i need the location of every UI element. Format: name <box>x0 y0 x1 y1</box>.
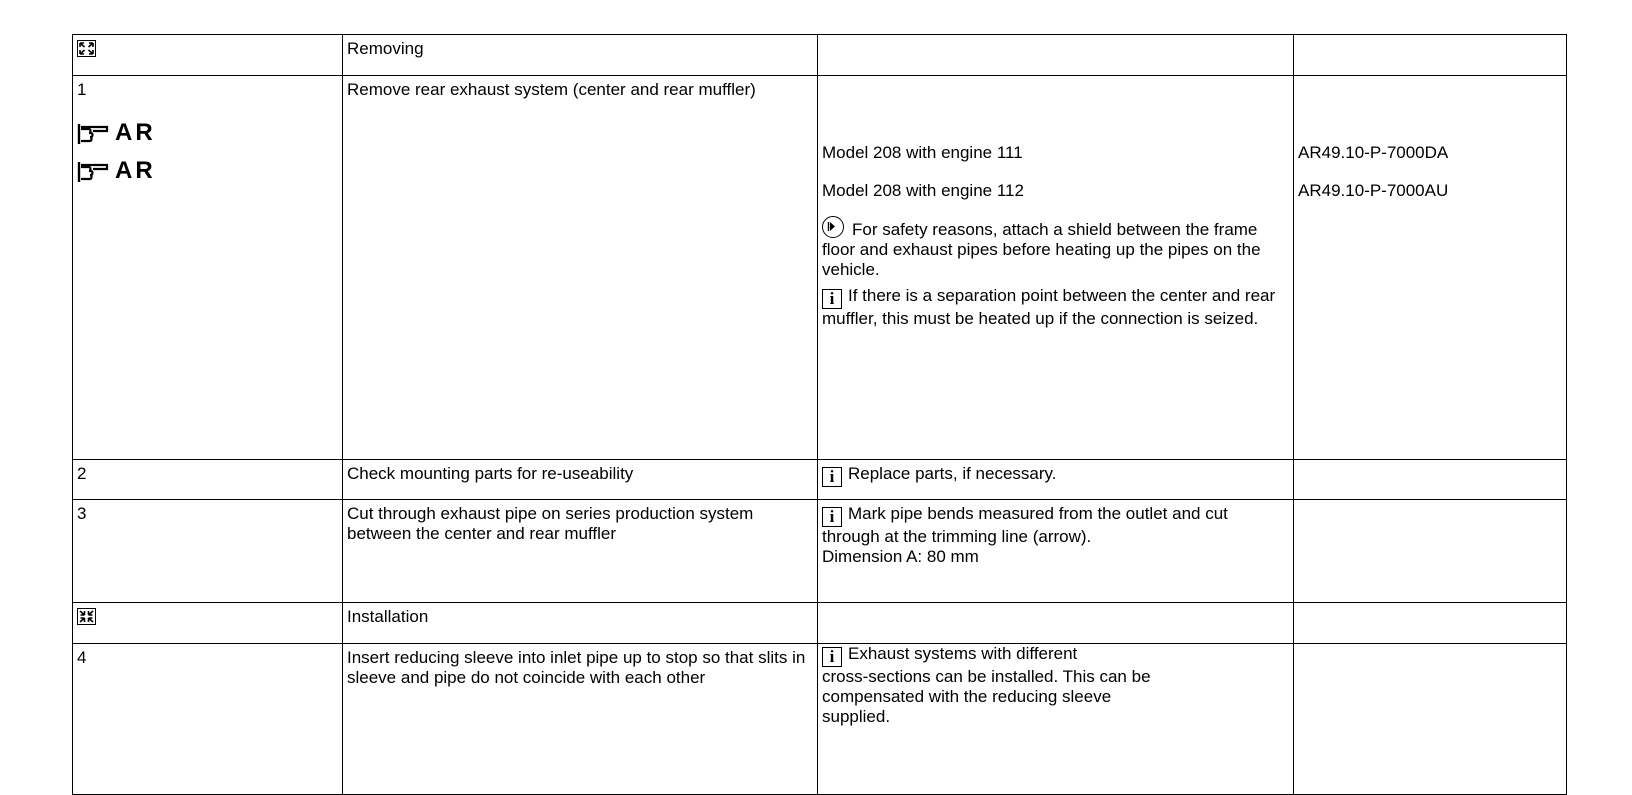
step-notes-cell <box>818 460 1294 500</box>
step-number-cell <box>73 76 343 460</box>
empty-cell <box>1294 460 1567 500</box>
step-row-3 <box>73 500 1567 603</box>
section-icon-cell <box>73 35 343 76</box>
empty-cell <box>1294 35 1567 76</box>
empty-cell <box>818 603 1294 644</box>
step-action: Remove rear exhaust system (center and rear muffler) <box>343 76 818 460</box>
ar-label: AR <box>115 157 156 184</box>
step-notes-cell <box>818 644 1294 795</box>
step-number: 2 <box>73 460 343 500</box>
expand-arrows-icon <box>77 40 96 57</box>
info-icon: i <box>822 289 842 309</box>
step-notes-cell <box>818 500 1294 603</box>
pointing-hand-icon <box>77 159 111 185</box>
info-icon: i <box>822 467 842 487</box>
step-number: 1 <box>77 80 87 99</box>
document-refs-cell <box>1294 76 1567 460</box>
collapse-arrows-icon <box>77 608 96 625</box>
warning-note <box>822 216 1289 280</box>
step-notes-cell <box>818 76 1294 460</box>
section-label: Removing <box>343 35 818 76</box>
model-line: Model 208 with engine 112 <box>822 181 1024 200</box>
step-row-1 <box>73 76 1567 460</box>
ar-reference-link[interactable] <box>77 114 338 152</box>
document-reference-link[interactable]: AR49.10-P-7000AU <box>1298 181 1449 200</box>
info-line: Exhaust systems with different <box>848 644 1078 663</box>
step-row-4 <box>73 644 1567 795</box>
procedure-table <box>72 34 1567 795</box>
section-label: Installation <box>343 603 818 644</box>
info-note <box>822 286 1289 329</box>
section-icon-cell <box>73 603 343 644</box>
info-icon: i <box>822 647 842 667</box>
step-number: 3 <box>73 500 343 603</box>
step-action: Check mounting parts for re-useability <box>343 460 818 500</box>
empty-cell <box>1294 644 1567 795</box>
info-text: If there is a separation point between the center and rear muffler, this must be heated up if the connection is seized. <box>822 286 1276 328</box>
empty-cell <box>1294 500 1567 603</box>
empty-cell <box>818 35 1294 76</box>
info-line: compensated with the reducing sleeve <box>822 687 1112 706</box>
model-line: Model 208 with engine 111 <box>822 143 1023 162</box>
info-line: cross-sections can be installed. This can be <box>822 667 1151 686</box>
info-text: Mark pipe bends measured from the outlet and cut through at the trimming line (arrow). <box>822 504 1228 546</box>
ar-label: AR <box>115 119 156 146</box>
info-line: supplied. <box>822 707 891 726</box>
info-text: Replace parts, if necessary. <box>848 464 1057 483</box>
dimension-text: Dimension A: 80 mm <box>822 547 979 566</box>
step-row-2 <box>73 460 1567 500</box>
pointing-hand-icon <box>77 121 111 147</box>
info-icon: i <box>822 507 842 527</box>
step-action: Insert reducing sleeve into inlet pipe up to stop so that slits in sleeve and pipe do not coincide with each other <box>343 644 818 795</box>
document-reference-link[interactable]: AR49.10-P-7000DA <box>1298 143 1449 162</box>
section-row-installation <box>73 603 1567 644</box>
section-row-removing <box>73 35 1567 76</box>
step-action: Cut through exhaust pipe on series production system between the center and rear muffler <box>343 500 818 603</box>
step-number: 4 <box>73 644 343 795</box>
warning-arrow-icon <box>822 216 844 238</box>
warning-text: For safety reasons, attach a shield between the frame floor and exhaust pipes before heating up the pipes on the vehicle. <box>822 220 1261 279</box>
ar-reference-link[interactable] <box>77 152 338 190</box>
empty-cell <box>1294 603 1567 644</box>
